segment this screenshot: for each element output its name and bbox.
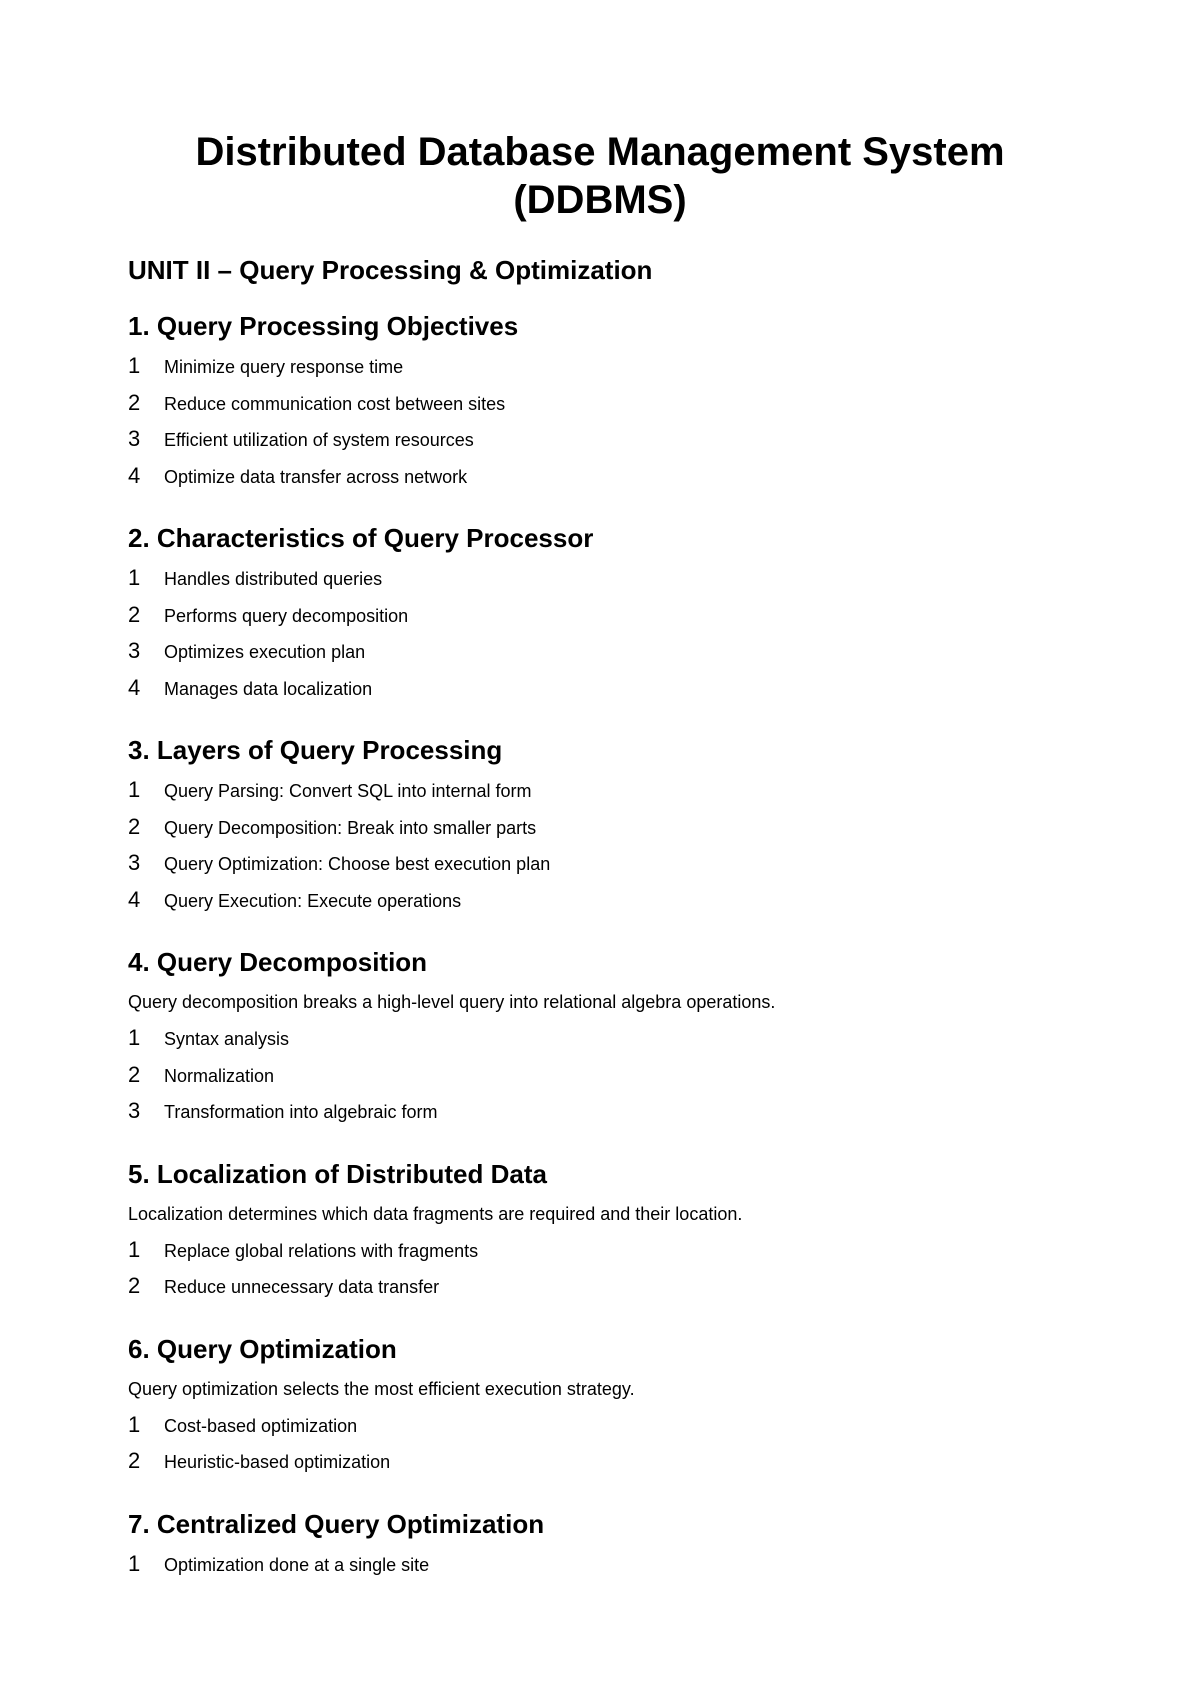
item-number: 2 — [128, 389, 141, 415]
document-title-line-1: Distributed Database Management System — [195, 130, 1005, 174]
item-number: 4 — [128, 462, 141, 488]
item-text: Query Parsing: Convert SQL into internal form — [164, 781, 532, 801]
item-number: 1 — [128, 1411, 141, 1437]
list-item — [128, 674, 1072, 711]
item-number: 2 — [128, 1273, 141, 1298]
list-item — [128, 1411, 1072, 1448]
unit-title: UNIT II – Query Processing & Optimization — [128, 255, 653, 285]
item-number: 1 — [128, 565, 141, 590]
item-number: 1 — [128, 1550, 141, 1576]
numbered-list — [128, 564, 1072, 710]
item-number: 2 — [128, 1448, 141, 1473]
item-number: 2 — [128, 1061, 141, 1087]
item-number: 3 — [128, 638, 141, 663]
document-title-line-2: (DDBMS) — [513, 178, 687, 222]
list-item — [128, 462, 1072, 499]
list-item — [128, 1550, 1072, 1587]
item-text: Normalization — [164, 1065, 275, 1086]
list-item — [128, 886, 1072, 923]
item-text: Optimizes execution plan — [164, 642, 366, 662]
item-text: Query Optimization: Choose best execution plan — [164, 854, 551, 874]
numbered-list — [128, 1411, 1072, 1484]
item-text: Efficient utilization of system resources — [164, 430, 474, 450]
numbered-list — [128, 352, 1072, 498]
list-item — [128, 1272, 1072, 1309]
section-heading: 7. Centralized Query Optimization — [128, 1508, 545, 1539]
item-number: 1 — [128, 777, 141, 802]
item-number: 1 — [128, 353, 141, 378]
section-intro: Localization determines which data fragments are required and their location. — [128, 1203, 743, 1224]
item-text: Heuristic-based optimization — [164, 1452, 391, 1472]
item-text: Reduce unnecessary data transfer — [164, 1277, 440, 1297]
item-number: 2 — [128, 601, 141, 627]
numbered-list — [128, 1236, 1072, 1309]
list-item — [128, 564, 1072, 601]
section-heading: 2. Characteristics of Query Processor — [128, 523, 594, 553]
numbered-list — [128, 1550, 1072, 1587]
section-centralized-query-optimization — [128, 1508, 1072, 1587]
section-localization-of-distributed-data — [128, 1158, 1072, 1309]
item-text: Optimization done at a single site — [164, 1554, 430, 1575]
item-text: Cost-based optimization — [164, 1415, 358, 1436]
section-heading: 6. Query Optimization — [128, 1333, 397, 1364]
list-item — [128, 601, 1072, 638]
item-number: 3 — [128, 426, 141, 451]
section-query-processing-objectives — [128, 310, 1072, 498]
numbered-list — [128, 776, 1072, 922]
section-characteristics-of-query-processor — [128, 522, 1072, 710]
list-item — [128, 776, 1072, 813]
document-title — [128, 128, 1072, 224]
list-item — [128, 849, 1072, 886]
list-item — [128, 1097, 1072, 1134]
list-item — [128, 425, 1072, 462]
section-heading: 3. Layers of Query Processing — [128, 735, 503, 765]
item-number: 3 — [128, 1098, 141, 1123]
item-number: 2 — [128, 813, 141, 839]
item-number: 1 — [128, 1025, 141, 1050]
item-text: Query Decomposition: Break into smaller parts — [164, 817, 537, 838]
item-number: 3 — [128, 850, 141, 875]
section-heading: 1. Query Processing Objectives — [128, 311, 519, 341]
item-text: Replace global relations with fragments — [164, 1240, 479, 1261]
item-text: Manages data localization — [164, 678, 373, 699]
section-heading: 4. Query Decomposition — [128, 947, 428, 977]
section-intro: Query decomposition breaks a high-level query into relational algebra operations. — [128, 992, 776, 1012]
list-item — [128, 389, 1072, 426]
list-item — [128, 813, 1072, 850]
numbered-list — [128, 1024, 1072, 1134]
list-item — [128, 1024, 1072, 1061]
list-item — [128, 352, 1072, 389]
item-text: Reduce communication cost between sites — [164, 393, 506, 414]
item-number: 4 — [128, 886, 141, 912]
list-item — [128, 1447, 1072, 1484]
section-query-optimization — [128, 1333, 1072, 1484]
section-heading: 5. Localization of Distributed Data — [128, 1158, 547, 1189]
item-text: Performs query decomposition — [164, 605, 409, 626]
item-text: Query Execution: Execute operations — [164, 890, 462, 911]
item-text: Minimize query response time — [164, 357, 404, 377]
item-text: Handles distributed queries — [164, 569, 383, 589]
item-text: Transformation into algebraic form — [164, 1102, 438, 1122]
item-number: 1 — [128, 1236, 141, 1262]
list-item — [128, 637, 1072, 674]
item-number: 4 — [128, 674, 141, 700]
section-query-decomposition — [128, 946, 1072, 1134]
item-text: Optimize data transfer across network — [164, 466, 468, 487]
list-item — [128, 1061, 1072, 1098]
section-intro: Query optimization selects the most efficient execution strategy. — [128, 1378, 635, 1399]
item-text: Syntax analysis — [164, 1029, 290, 1049]
section-layers-of-query-processing — [128, 734, 1072, 922]
list-item — [128, 1236, 1072, 1273]
